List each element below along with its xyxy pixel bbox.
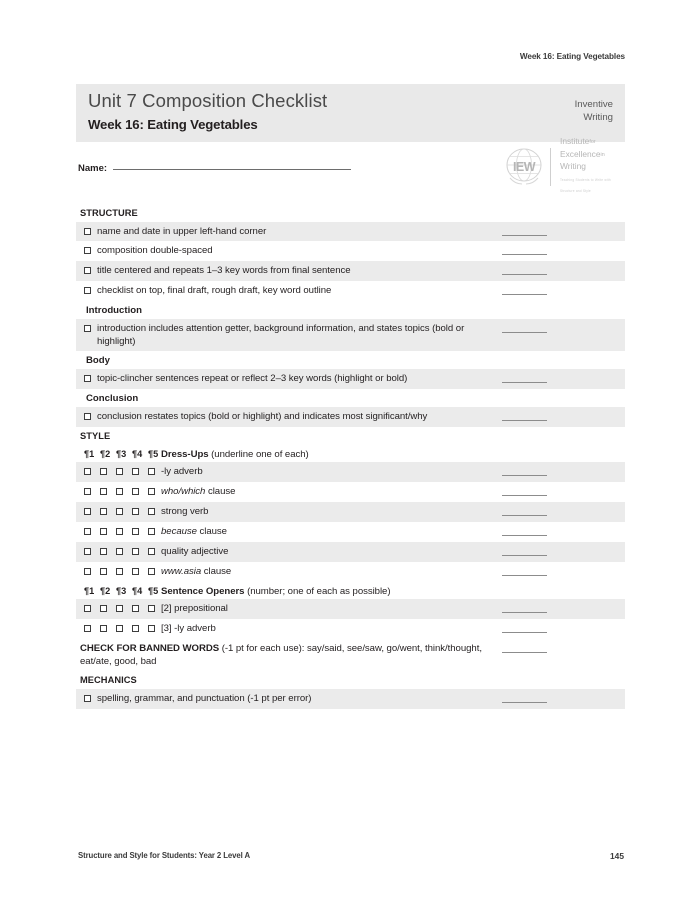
checkbox[interactable] (148, 605, 155, 612)
checkbox[interactable] (84, 625, 91, 632)
checklist-item-label: [3] -ly adverb (161, 623, 216, 635)
page-number: 145 (610, 851, 624, 861)
paragraph-header-label (161, 449, 309, 460)
score-blank[interactable] (502, 332, 547, 333)
checkbox[interactable] (132, 468, 139, 475)
checklist-row (76, 542, 625, 562)
checklist-row-inner (76, 226, 625, 238)
running-header: Week 16: Eating Vegetables (519, 52, 625, 61)
checkbox[interactable] (100, 508, 107, 515)
checklist-row-inner (76, 323, 625, 348)
checklist-row-inner (76, 245, 625, 257)
paragraph-marks (84, 585, 159, 596)
checklist-row (76, 281, 625, 301)
paragraph-marker-header (76, 445, 625, 463)
checklist-item-label: spelling, grammar, and punctuation (-1 pt per error) (97, 692, 312, 704)
checkbox-group (84, 546, 155, 555)
score-blank[interactable] (502, 515, 547, 516)
checkbox[interactable] (84, 228, 91, 235)
paragraph-mark: ¶1 (84, 448, 95, 459)
name-input-rule[interactable] (113, 169, 351, 170)
checklist-item-rest: clause (201, 565, 232, 577)
checklist-row (76, 261, 625, 281)
checklist-row-inner (76, 373, 625, 385)
logo-wordmark (560, 136, 620, 197)
checklist-row (76, 619, 625, 639)
checklist-row (76, 502, 625, 522)
paragraph-mark: ¶4 (132, 585, 143, 596)
logo-line3: Writing (560, 161, 586, 172)
checkbox[interactable] (100, 568, 107, 575)
checkbox-group (84, 466, 155, 475)
checklist-item-label (161, 486, 235, 498)
section-heading: STYLE (80, 431, 111, 442)
logo-divider (550, 148, 551, 186)
paragraph-mark: ¶3 (116, 448, 127, 459)
iew-logo (500, 136, 620, 194)
checklist-row (76, 222, 625, 242)
checklist-item-label: topic-clincher sentences repeat or reflect 2–3 key words (highlight or bold) (97, 373, 408, 385)
checklist-item-label: strong verb (161, 506, 209, 518)
svg-text:IEW: IEW (512, 160, 536, 174)
checklist-item-label: introduction includes attention getter, background information, and states topics (bold or highlight) (97, 323, 465, 347)
checkbox[interactable] (148, 468, 155, 475)
section-heading: STRUCTURE (80, 208, 138, 218)
checklist-row (76, 522, 625, 542)
checkbox[interactable] (84, 528, 91, 535)
paragraph-mark: ¶5 (148, 448, 159, 459)
subsection-heading: Body (86, 354, 110, 366)
paragraph-marks (84, 448, 159, 459)
checkbox[interactable] (100, 548, 107, 555)
checkbox[interactable] (84, 375, 91, 382)
score-blank[interactable] (502, 612, 547, 613)
score-blank[interactable] (502, 274, 547, 275)
checklist-row-inner (76, 603, 625, 615)
checklist-item-label: name and date in upper left-hand corner (97, 225, 267, 237)
paragraph-marker-header (76, 582, 625, 600)
score-blank[interactable] (502, 382, 547, 383)
footer-title: Structure and Style for Students: Year 2 Level A (78, 851, 250, 860)
checkbox[interactable] (116, 468, 123, 475)
subsection-heading: Introduction (86, 304, 142, 316)
checkbox[interactable] (100, 488, 107, 495)
checkbox[interactable] (100, 605, 107, 612)
paragraph-header-note: (underline one of each) (208, 448, 309, 460)
checklist-row-inner (76, 285, 625, 297)
paragraph-mark: ¶4 (132, 448, 143, 459)
checklist-item-label: composition double-spaced (97, 245, 213, 257)
score-blank[interactable] (502, 495, 547, 496)
checkbox[interactable] (132, 568, 139, 575)
score-blank[interactable] (502, 555, 547, 556)
score-blank[interactable] (502, 652, 547, 653)
checklist-row (76, 241, 625, 261)
checkbox-group (84, 506, 155, 515)
unit-descriptor-line1: Inventive (574, 99, 613, 110)
paragraph-header-label (161, 586, 390, 597)
logo-tagline: Teaching Students to Write with Structure and Style (560, 177, 611, 194)
paragraph-header-note: (number; one of each as possible) (244, 585, 391, 597)
score-blank[interactable] (502, 702, 547, 703)
title-band (76, 84, 625, 142)
checklist-row-inner (76, 506, 625, 518)
checklist-row-inner (76, 566, 625, 578)
checklist-item-label: conclusion restates topics (bold or highlight) and indicates most significant/why (97, 411, 428, 423)
checklist-row-inner (76, 623, 625, 635)
checkbox-group (84, 526, 155, 535)
checklist-item-emphasis: www.asia (161, 565, 202, 577)
checklist-row-inner (76, 466, 625, 478)
checklist-row (76, 369, 625, 389)
checklist-row (76, 462, 625, 482)
checkbox[interactable] (116, 568, 123, 575)
checkbox[interactable] (84, 267, 91, 274)
checklist-item-rest: clause (196, 525, 227, 537)
paragraph-mark: ¶2 (100, 448, 111, 459)
logo-line2: Excellence (560, 148, 601, 159)
checklist-row-inner (76, 693, 625, 705)
unit-descriptor (575, 99, 613, 124)
unit-descriptor-line2: Writing (583, 111, 613, 123)
score-blank[interactable] (502, 254, 547, 255)
paragraph-mark: ¶2 (100, 585, 111, 596)
checkbox[interactable] (84, 568, 91, 575)
checkbox[interactable] (84, 508, 91, 515)
checkbox[interactable] (84, 468, 91, 475)
paragraph-mark: ¶5 (148, 585, 159, 596)
checkbox-group (84, 623, 155, 632)
checklist-row-inner (76, 265, 625, 277)
section-heading: MECHANICS (80, 675, 137, 686)
checklist-row (76, 407, 625, 427)
checkbox[interactable] (132, 488, 139, 495)
page-subtitle: Week 16: Eating Vegetables (88, 117, 258, 132)
checkbox[interactable] (84, 413, 91, 420)
checkbox[interactable] (132, 625, 139, 632)
checkbox[interactable] (148, 625, 155, 632)
checkbox[interactable] (132, 528, 139, 535)
checklist-item-label: quality adjective (161, 545, 229, 557)
checklist-item-label: [2] prepositional (161, 603, 228, 615)
checkbox[interactable] (84, 548, 91, 555)
score-blank[interactable] (502, 632, 547, 633)
checklist-body (76, 204, 625, 709)
checkbox[interactable] (100, 468, 107, 475)
checkbox[interactable] (116, 488, 123, 495)
checkbox[interactable] (116, 605, 123, 612)
score-blank[interactable] (502, 235, 547, 236)
banned-words-list: (-1 pt for each use): say/said, see/saw, go/went, think/thought, eat/ate, good, bad (80, 643, 482, 667)
paragraph-header-bold: Dress-Ups (161, 448, 209, 460)
checklist-item-rest: clause (205, 486, 236, 498)
score-blank[interactable] (502, 575, 547, 576)
checkbox[interactable] (116, 508, 123, 515)
checklist-item-emphasis: who/which (161, 486, 206, 498)
checkbox[interactable] (132, 548, 139, 555)
checkbox[interactable] (116, 625, 123, 632)
checklist-item-label (161, 566, 231, 578)
checkbox[interactable] (148, 528, 155, 535)
banned-words-label: CHECK FOR BANNED WORDS (80, 643, 220, 654)
checkbox[interactable] (148, 508, 155, 515)
page-title: Unit 7 Composition Checklist (88, 90, 328, 111)
logo-line1: Institute (560, 136, 590, 147)
checkbox[interactable] (84, 605, 91, 612)
checkbox[interactable] (116, 528, 123, 535)
checkbox[interactable] (84, 488, 91, 495)
name-label: Name: (78, 163, 108, 174)
subsection-heading: Conclusion (86, 392, 139, 404)
checklist-row (76, 689, 625, 709)
score-blank[interactable] (502, 535, 547, 536)
checklist-item-label: title centered and repeats 1–3 key words from final sentence (97, 265, 351, 277)
checkbox[interactable] (148, 548, 155, 555)
checkbox[interactable] (116, 548, 123, 555)
checklist-row-inner (76, 526, 625, 538)
logo-line1-small: for (589, 139, 596, 146)
logo-line2-small: in (600, 151, 605, 158)
checkbox[interactable] (84, 325, 91, 332)
checkbox-group (84, 486, 155, 495)
checklist-item-emphasis: because (161, 525, 197, 537)
paragraph-header-bold: Sentence Openers (161, 585, 245, 597)
checkbox[interactable] (100, 625, 107, 632)
score-blank[interactable] (502, 294, 547, 295)
checklist-row (76, 562, 625, 582)
checkbox[interactable] (148, 568, 155, 575)
checkbox[interactable] (84, 287, 91, 294)
score-blank[interactable] (502, 475, 547, 476)
paragraph-mark: ¶1 (84, 585, 95, 596)
checklist-item-label: checklist on top, final draft, rough draft, key word outline (97, 285, 332, 297)
checkbox-group (84, 603, 155, 612)
checkbox-group (84, 566, 155, 575)
checkbox[interactable] (100, 528, 107, 535)
checkbox[interactable] (148, 488, 155, 495)
checklist-row-inner (76, 411, 625, 423)
checklist-row-inner (76, 486, 625, 498)
checklist-row (76, 319, 625, 351)
banned-words-row (76, 639, 625, 671)
banned-words-text (80, 643, 495, 668)
checklist-item-label (161, 526, 227, 538)
checklist-item-label: -ly adverb (161, 466, 203, 478)
name-field[interactable] (78, 163, 351, 174)
checkbox[interactable] (132, 605, 139, 612)
checkbox[interactable] (84, 695, 91, 702)
checkbox[interactable] (132, 508, 139, 515)
paragraph-mark: ¶3 (116, 585, 127, 596)
checkbox[interactable] (84, 247, 91, 254)
globe-icon (500, 145, 548, 189)
score-blank[interactable] (502, 420, 547, 421)
checklist-row-inner (76, 546, 625, 558)
checklist-row (76, 482, 625, 502)
checklist-row (76, 599, 625, 619)
